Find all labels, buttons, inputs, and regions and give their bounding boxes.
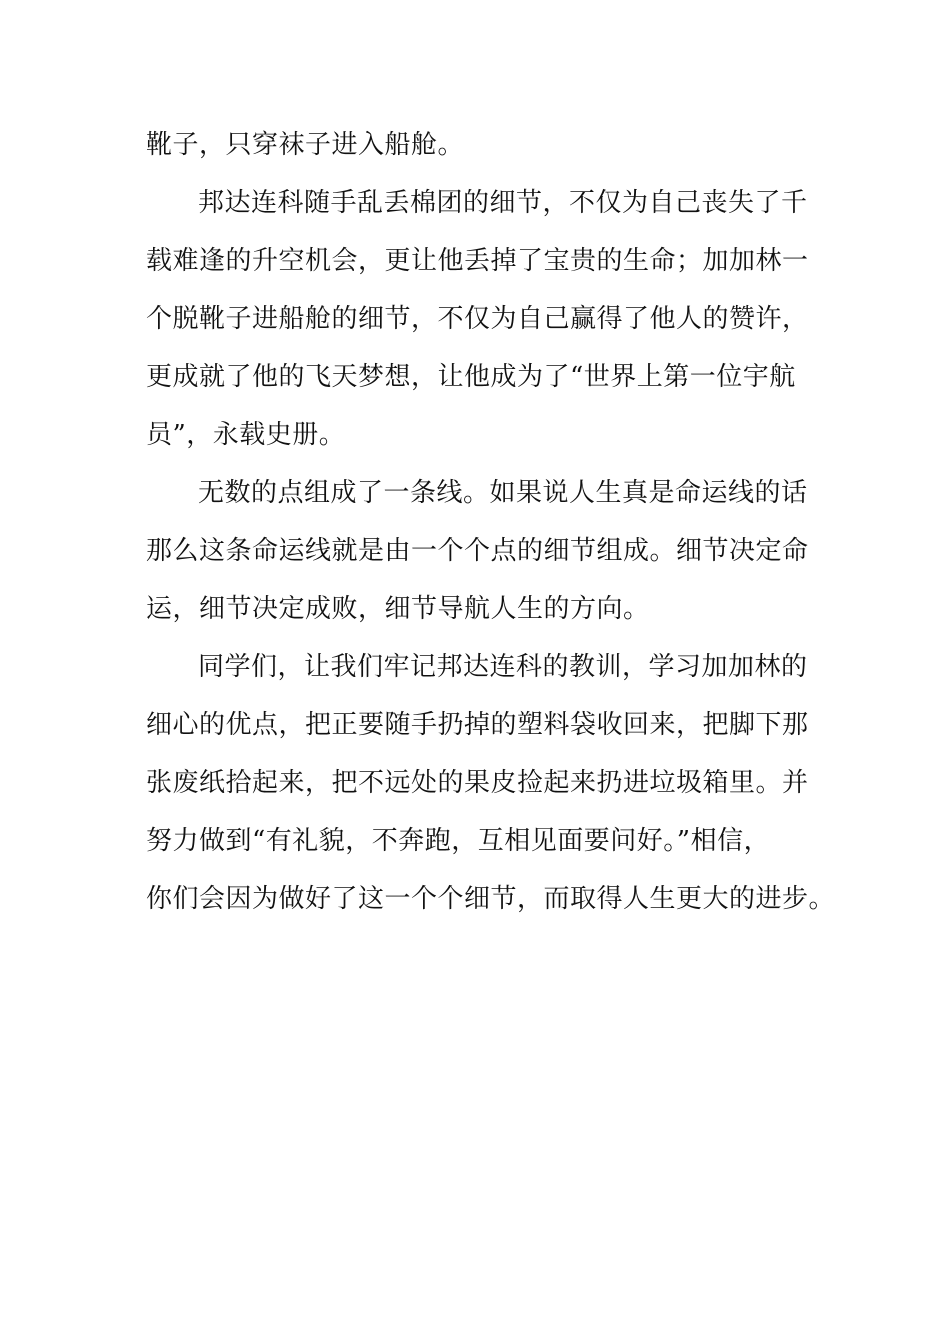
text-line: 那么这条命运线就是由一个个点的细节组成。细节决定命 xyxy=(146,536,809,566)
paragraph-4 xyxy=(146,638,836,928)
text-line: 靴子，只穿袜子进入船舱。 xyxy=(146,130,465,160)
text-line: 努力做到“有礼貌，不奔跑，互相见面要问好。”相信， xyxy=(146,826,771,856)
paragraph-2 xyxy=(146,174,816,464)
text-line: 你们会因为做好了这一个个细节，而取得人生更大的进步。 xyxy=(146,884,836,914)
document-body xyxy=(146,116,836,928)
text-line: 邦达连科随手乱丢棉团的细节，不仅为自己丧失了千 xyxy=(198,188,808,218)
text-line: 更成就了他的飞天梦想，让他成为了“世界上第一位宇航 xyxy=(146,362,796,392)
text-line: 张废纸拾起来，把不远处的果皮捡起来扔进垃圾箱里。并 xyxy=(146,768,809,798)
paragraph-3 xyxy=(146,464,816,638)
text-line: 同学们，让我们牢记邦达连科的教训，学习加加林的 xyxy=(198,652,808,682)
paragraph-1 xyxy=(146,116,816,174)
text-line: 载难逢的升空机会，更让他丢掉了宝贵的生命；加加林一 xyxy=(146,246,809,276)
text-line: 无数的点组成了一条线。如果说人生真是命运线的话 xyxy=(198,478,808,508)
text-line: 员”，永载史册。 xyxy=(146,420,346,450)
text-line: 个脱靴子进船舱的细节，不仅为自己赢得了他人的赞许， xyxy=(146,304,809,334)
text-line: 运，细节决定成败，细节导航人生的方向。 xyxy=(146,594,650,624)
text-line: 细心的优点，把正要随手扔掉的塑料袋收回来，把脚下那 xyxy=(146,710,809,740)
